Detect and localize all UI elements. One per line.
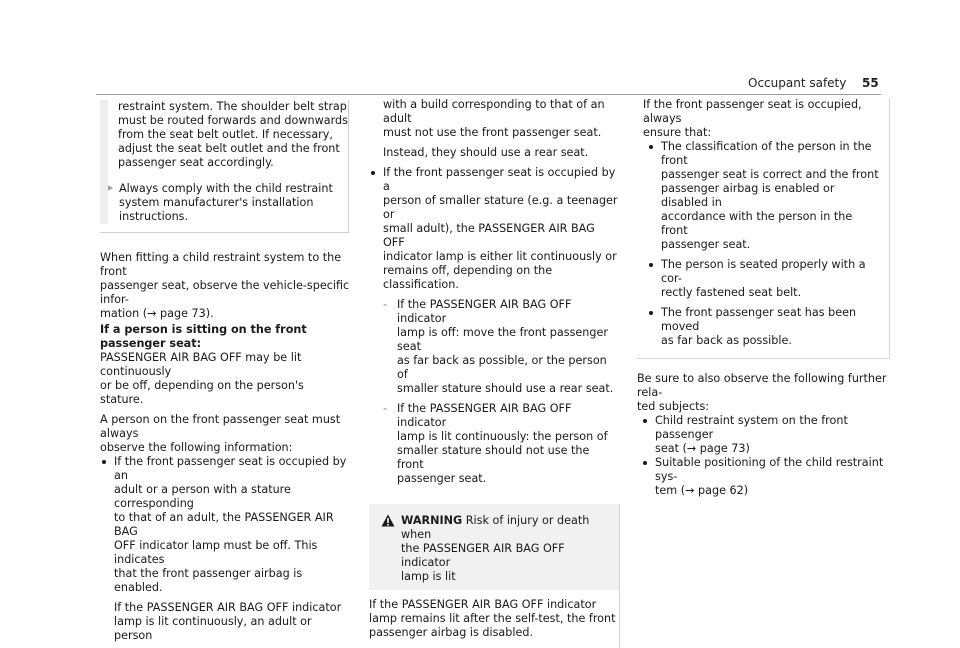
page-reference-link[interactable]: mation (→ page 73).: [100, 307, 214, 320]
text-line: passenger seat is correct and the front: [661, 168, 879, 181]
text-line: smaller stature should not use the front: [397, 444, 590, 471]
text-line: If the PASSENGER AIR BAG OFF indicator: [397, 298, 572, 325]
text-line: instructions.: [119, 210, 189, 223]
bullet-list: [369, 166, 619, 486]
header-rule: [96, 94, 881, 95]
text-line: with a build corresponding to that of an adult: [383, 98, 605, 125]
page-reference-link[interactable]: seat (→ page 73): [655, 442, 750, 455]
text-line: passenger airbag is disabled.: [369, 626, 534, 639]
note-box-text: [118, 100, 348, 170]
list-item: [641, 456, 889, 498]
bullet-icon: [649, 145, 653, 149]
text-line: as far back as possible.: [661, 334, 792, 347]
bullet-icon: [649, 311, 653, 315]
text-line: accordance with the person in the front: [661, 210, 853, 237]
text-line: smaller stature should use a rear seat.: [397, 382, 614, 395]
text-line: Always comply with the child restraint: [119, 182, 333, 195]
warning-label: WARNING: [401, 514, 463, 527]
bullet-list: [641, 414, 889, 498]
text-line: adult or a person with a stature corresponding: [114, 483, 291, 510]
warning-header: [369, 504, 619, 590]
text-line: as far back as possible, or the person of: [397, 354, 607, 381]
text-line: passenger seat.: [661, 238, 751, 251]
text-line: rectly fastened seat belt.: [661, 286, 802, 299]
info-intro: [643, 98, 879, 140]
text-line: When fitting a child restraint system to the front: [100, 251, 342, 278]
text-line: lamp remains lit after the self-test, the front: [369, 612, 616, 625]
list-item: [100, 455, 350, 643]
tip-note: [106, 182, 348, 224]
running-header-title: Occupant safety: [748, 76, 847, 90]
list-item: [383, 402, 619, 486]
text-line: passenger seat, observe the vehicle-specific infor-: [100, 279, 350, 306]
warning-body: [369, 590, 619, 648]
note-box-band: [100, 100, 108, 224]
text-line: If the PASSENGER AIR BAG OFF indicator: [114, 601, 342, 614]
paragraph-lamp-state: [100, 351, 350, 407]
text-line: lamp is off: move the front passenger seat: [397, 326, 608, 353]
paragraph-observe: [100, 413, 350, 455]
bullet-icon: [643, 461, 647, 465]
text-line: The classification of the person in the front: [661, 140, 872, 167]
text-line: small adult), the PASSENGER AIR BAG OFF: [383, 222, 595, 249]
text-line: If the PASSENGER AIR BAG OFF indicator: [369, 598, 597, 611]
text-line: lamp is lit: [401, 570, 456, 583]
continued-text: [369, 98, 619, 140]
related-intro: [637, 372, 889, 414]
column-right: [637, 98, 889, 498]
bullet-icon: [102, 460, 106, 464]
text-line: must be routed forwards and downwards: [118, 114, 348, 127]
page-reference-link[interactable]: tem (→ page 62): [655, 484, 749, 497]
column-left: [100, 100, 350, 643]
info-box: [637, 98, 890, 359]
text-line: The front passenger seat has been moved: [661, 306, 857, 333]
text-line: passenger airbag is enabled or disabled in: [661, 182, 835, 209]
paragraph-child-restraint: [100, 251, 350, 321]
text-line: to that of an adult, the PASSENGER AIR BAG: [114, 511, 334, 538]
text-line: that the front passenger airbag is enabled.: [114, 567, 303, 594]
text-line: adjust the seat belt outlet and the front: [118, 142, 340, 155]
text-line: ted subjects:: [637, 400, 710, 413]
text-line: Child restraint system on the front passenger: [655, 414, 848, 441]
text-line: If the front passenger seat is occupied by an: [114, 455, 347, 482]
bullet-list: [647, 140, 879, 348]
text-line: ensure that:: [643, 126, 712, 139]
tip-text: [119, 182, 333, 224]
text-line: indicator lamp is either lit continuously or: [383, 250, 617, 263]
text-line: remains off, depending on the classification.: [383, 264, 553, 291]
text-line: PASSENGER AIR BAG OFF may be lit continuously: [100, 351, 302, 378]
instead-text: Instead, they should use a rear seat.: [383, 146, 589, 159]
text-line: or be off, depending on the person's stature.: [100, 379, 304, 406]
text-line: must not use the front passenger seat.: [383, 126, 602, 139]
page-number: 55: [862, 76, 879, 90]
dash-marker: -: [383, 298, 388, 311]
subheading: If a person is sitting on the front passenger seat:: [100, 323, 307, 350]
warning-box: [369, 504, 620, 648]
bullet-list: [100, 455, 350, 643]
warning-title: [401, 514, 607, 584]
text-line: passenger seat accordingly.: [118, 156, 274, 169]
text-line: A person on the front passenger seat must always: [100, 413, 341, 440]
text-line: passenger seat.: [397, 472, 487, 485]
list-item: [647, 140, 879, 252]
text-line: lamp is lit continuously: the person of: [397, 430, 608, 443]
text-line: Be sure to also observe the following further rela-: [637, 372, 887, 399]
continued-note-box: [100, 100, 349, 233]
text-line: If the front passenger seat is occupied by a: [383, 166, 616, 193]
text-line: observe the following information:: [100, 441, 293, 454]
text-line: restraint system. The shoulder belt strap: [118, 100, 347, 113]
bullet-icon: [643, 419, 647, 423]
column-middle: [369, 98, 619, 648]
text-line: person of smaller stature (e.g. a teenager or: [383, 194, 618, 221]
bullet-icon: [371, 171, 375, 175]
warning-triangle-icon: [381, 514, 395, 527]
bullet-icon: [649, 263, 653, 267]
list-item: [647, 258, 879, 300]
text-line: lamp is lit continuously, an adult or person: [114, 615, 312, 642]
list-item: [641, 414, 889, 456]
text-line: Risk of injury or death when: [401, 514, 590, 541]
text-line: If the PASSENGER AIR BAG OFF indicator: [397, 402, 572, 429]
dash-list: [383, 298, 619, 486]
text-line: If the front passenger seat is occupied, always: [643, 98, 862, 125]
text-line: OFF indicator lamp must be off. This indicates: [114, 539, 318, 566]
warning-text: [369, 598, 619, 640]
list-item: [369, 166, 619, 486]
list-item: [383, 298, 619, 396]
text-line: from the seat belt outlet. If necessary,: [118, 128, 333, 141]
text-line: system manufacturer's installation: [119, 196, 314, 209]
text-line: Suitable positioning of the child restraint sys-: [655, 456, 884, 483]
text-line: The person is seated properly with a cor-: [661, 258, 866, 285]
list-item: [647, 306, 879, 348]
text-line: the PASSENGER AIR BAG OFF indicator: [401, 542, 565, 569]
dash-marker: -: [383, 402, 388, 415]
